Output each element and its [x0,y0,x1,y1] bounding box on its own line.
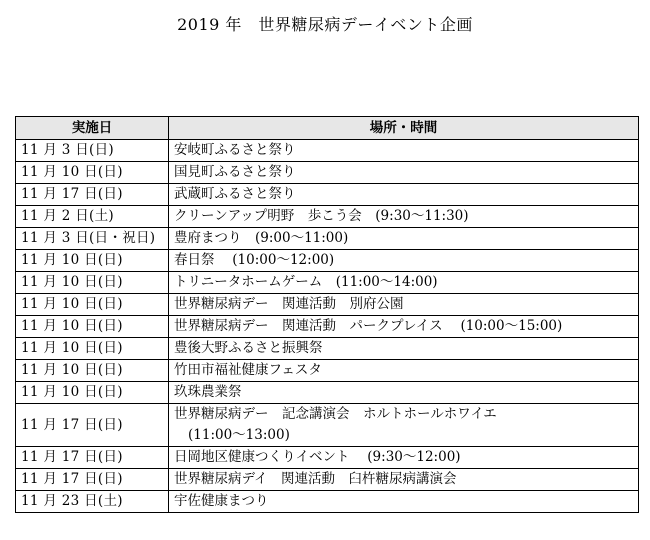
event-date-cell: 11 月 10 日(日) [16,316,169,338]
event-place-time-cell [169,491,639,513]
table-row [16,250,639,272]
event-place-time-cell [169,272,639,294]
event-description: 豊後大野ふるさと振興祭 [174,340,323,356]
table-row [16,447,639,469]
event-date-cell: 11 月 2 日(土) [16,206,169,228]
event-date-cell: 11 月 10 日(日) [16,382,169,404]
event-place-time-cell [169,250,639,272]
event-description: 世界糖尿病デー 関連活動 パークプレイス (10:00～15:00) [174,318,563,334]
event-place-time-cell [169,294,639,316]
event-place-time-cell [169,338,639,360]
event-place-time-cell [169,228,639,250]
event-date-cell: 11 月 17 日(日) [16,447,169,469]
event-place-time-cell [169,140,639,162]
page-title: 2019 年 世界糖尿病デーイベント企画 [177,15,473,34]
table-row [16,294,639,316]
table-row [16,491,639,513]
event-date-cell: 11 月 10 日(日) [16,338,169,360]
event-description: 日岡地区健康つくりイベント (9:30～12:00) [174,449,461,465]
event-description: クリーンアップ明野 歩こう会 (9:30～11:30) [174,208,469,224]
table-row [16,228,639,250]
event-place-time-cell [169,360,639,382]
event-place-time-cell [169,316,639,338]
event-place-time-cell [169,184,639,206]
event-place-time-cell [169,162,639,184]
event-description: 竹田市福祉健康フェスタ [174,362,322,378]
event-description: 豊府まつり (9:00～11:00) [174,230,349,246]
event-date-cell: 11 月 17 日(日) [16,469,169,491]
table-row [16,469,639,491]
event-date-cell: 11 月 17 日(日) [16,404,169,447]
event-description: 安岐町ふるさと祭り [174,142,296,158]
event-description: 世界糖尿病デー 関連活動 別府公園 [174,296,404,312]
table-header-row [16,117,639,140]
table-row [16,184,639,206]
event-date-cell: 11 月 10 日(日) [16,162,169,184]
event-date-cell: 11 月 10 日(日) [16,360,169,382]
event-date-cell: 11 月 3 日(日・祝日) [16,228,169,250]
event-description: 武蔵町ふるさと祭り [174,186,296,202]
table-row [16,360,639,382]
event-description: 春日祭 (10:00～12:00) [174,252,335,268]
event-description: 国見町ふるさと祭り [174,164,296,180]
event-date-cell: 11 月 10 日(日) [16,272,169,294]
event-description: 宇佐健康まつり [174,493,269,509]
event-date-cell: 11 月 17 日(日) [16,184,169,206]
event-description-continued: (11:00～13:00) [188,427,290,443]
event-description: トリニータホームゲーム (11:00～14:00) [174,274,438,290]
event-place-time-cell [169,469,639,491]
table-row [16,382,639,404]
event-date-cell: 11 月 23 日(土) [16,491,169,513]
event-place-time-cell [169,404,639,447]
column-header-date: 実施日 [16,117,169,140]
event-description: 世界糖尿病デー 記念講演会 ホルトホールホワイエ [174,406,497,422]
table-row [16,272,639,294]
event-description: 玖珠農業祭 [174,384,242,400]
table-row [16,140,639,162]
event-date-cell: 11 月 10 日(日) [16,294,169,316]
column-header-place-time: 場所・時間 [169,117,639,140]
table-row [16,206,639,228]
event-place-time-cell [169,447,639,469]
table-row [16,316,639,338]
table-row [16,338,639,360]
table-row [16,162,639,184]
table-row [16,404,639,447]
event-schedule-table [15,116,639,513]
event-place-time-cell [169,206,639,228]
event-place-time-cell [169,382,639,404]
event-description: 世界糖尿病デイ 関連活動 臼杵糖尿病講演会 [174,471,457,487]
event-date-cell: 11 月 10 日(日) [16,250,169,272]
event-date-cell: 11 月 3 日(日) [16,140,169,162]
